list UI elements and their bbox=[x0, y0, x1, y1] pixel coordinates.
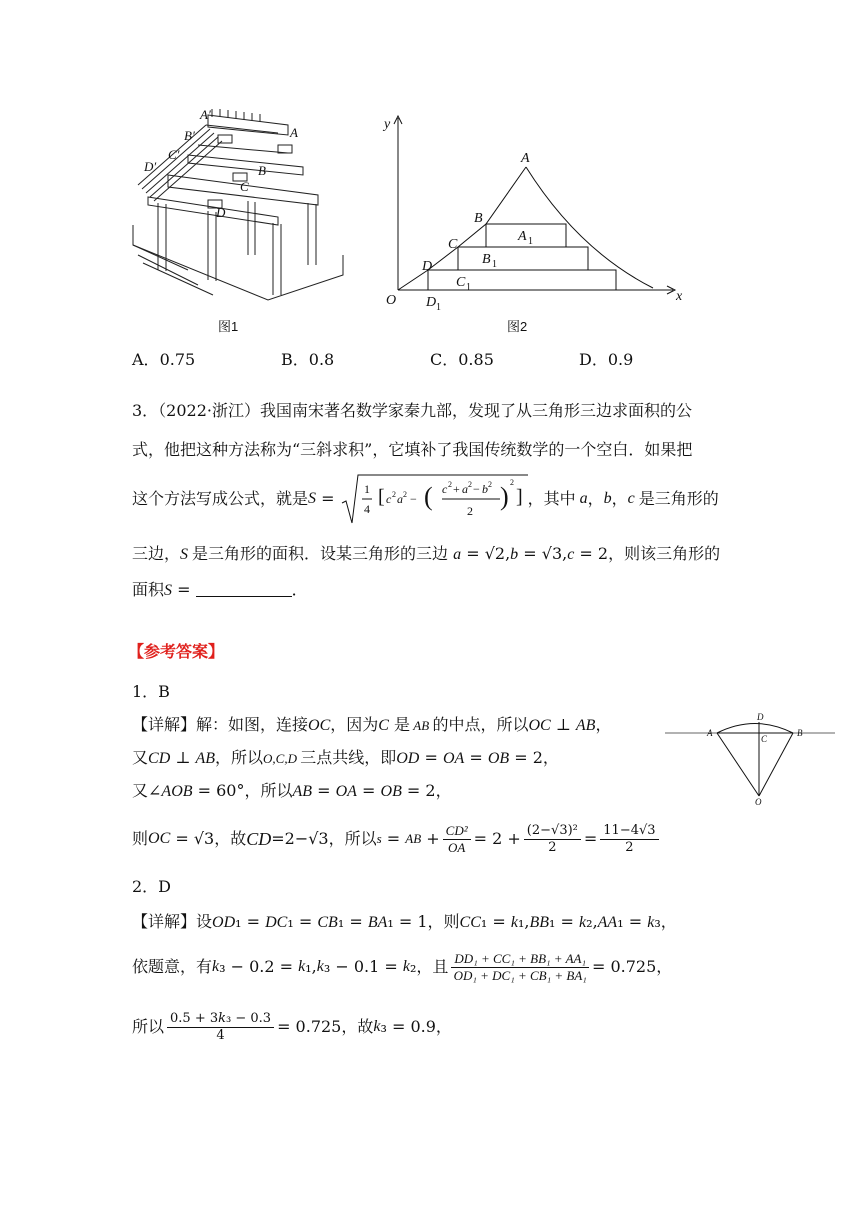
figure-2-caption: 图2 bbox=[507, 319, 528, 334]
svg-text:1: 1 bbox=[436, 302, 441, 313]
answer-blank bbox=[196, 580, 292, 597]
svg-text:c: c bbox=[385, 492, 391, 506]
sector-diagram bbox=[665, 708, 835, 808]
q3-line-4: 三边，S 是三角形的面积．设某三角形的三边 a = √2,b = √3,c = 2，则该三角形的 bbox=[132, 544, 721, 563]
svg-text:1: 1 bbox=[492, 259, 497, 270]
fig1-label-B: B bbox=[258, 163, 266, 178]
svg-text:−: − bbox=[472, 482, 480, 496]
option-d: D．0.9 bbox=[579, 350, 634, 369]
svg-text:[: [ bbox=[377, 486, 385, 508]
answer-1: 1．B bbox=[132, 682, 170, 701]
option-c: C．0.85 bbox=[430, 350, 494, 369]
fig1-label-A-prime: A′ bbox=[200, 107, 211, 122]
svg-text:+: + bbox=[452, 482, 460, 496]
svg-text:1: 1 bbox=[363, 482, 370, 496]
svg-text:1: 1 bbox=[466, 282, 471, 293]
fig1-label-B-prime: B′ bbox=[184, 128, 195, 143]
svg-text:]: ] bbox=[515, 486, 523, 508]
q3-line-2: 式，他把这种方法称为“三斜求积”，它填补了我国传统数学的一个空白．如果把 bbox=[132, 440, 693, 459]
option-a: A．0.75 bbox=[132, 350, 196, 369]
q3-line-5: 面积S = ． bbox=[132, 580, 308, 599]
svg-text:): ) bbox=[499, 482, 509, 511]
svg-text:2: 2 bbox=[391, 490, 396, 499]
svg-text:2: 2 bbox=[447, 480, 452, 489]
svg-text:c: c bbox=[441, 482, 447, 496]
answer-2-line-1: 【详解】设OD₁ = DC₁ = CB₁ = BA₁ = 1，则CC₁ = k₁,BB₁ = k₂,AA₁ = k₃， bbox=[132, 912, 677, 931]
answer-1-line-1: 【详解】解：如图，连接OC，因为C 是 AB 的中点，所以OC ⊥ AB， bbox=[132, 715, 612, 734]
sector-label-D: D bbox=[757, 712, 764, 722]
fig2-label-D: D bbox=[422, 259, 433, 274]
option-b: B．0.8 bbox=[281, 350, 335, 369]
answer-header: 【参考答案】 bbox=[128, 642, 225, 661]
answer-1-line-4: 则 OC = √3 ，故 CD =2−√3 ，所以 s = AB + $\frac{\text{CD²}}{OA}$ = 2 + $\frac{\text{(2−√3)²}}{2}$ = $\frac{11-4√3}{2}$ bbox=[132, 816, 662, 862]
figure-1-caption: 图1 bbox=[218, 319, 239, 334]
fig2-axis-y: y bbox=[384, 117, 391, 132]
answer-2-line-3: 所以 $\frac{\text{0.5 + 3k₃ − 0.3}}{4}$ = 0.725 ，故 k ₃ = 0.9， bbox=[132, 1010, 452, 1043]
svg-text:2: 2 bbox=[466, 504, 473, 518]
fig1-label-C: C bbox=[240, 179, 249, 194]
fig1-label-D: D bbox=[216, 205, 226, 220]
fig2-label-A: A bbox=[521, 151, 530, 166]
fig2-label-B1: B bbox=[482, 252, 491, 267]
svg-text:1: 1 bbox=[528, 236, 533, 247]
svg-text:b: b bbox=[481, 482, 488, 496]
svg-text:2: 2 bbox=[402, 490, 407, 499]
answer-2: 2．D bbox=[132, 877, 172, 896]
fig1-label-C-prime: C′ bbox=[168, 147, 180, 162]
fig2-label-D1: D bbox=[426, 295, 437, 310]
fig2-label-B: B bbox=[474, 211, 483, 226]
sector-label-A: A bbox=[707, 728, 713, 738]
fig2-origin: O bbox=[386, 293, 397, 308]
heron-formula bbox=[340, 473, 528, 525]
answer-1-line-3: 又∠AOB = 60°，所以AB = OA = OB = 2， bbox=[132, 781, 452, 800]
building-illustration bbox=[128, 105, 348, 305]
sector-label-B: B bbox=[797, 728, 803, 738]
q3-line-3: 这个方法写成公式，就是 S = 1 4 [ c 2 a 2 − ( c 2 + a 2 − b 2 2 ) 2 ] ，其中 a ， b ， c 是三角形的 bbox=[132, 473, 719, 525]
fig2-label-C: C bbox=[448, 237, 458, 252]
sector-label-C: C bbox=[761, 734, 768, 744]
figure-2 bbox=[378, 110, 698, 330]
fig1-label-D-prime: D′ bbox=[144, 159, 157, 174]
svg-text:−: − bbox=[409, 492, 417, 506]
q3-line-1: 3．（2022·浙江）我国南宋著名数学家秦九部，发现了从三角形三边求面积的公 bbox=[132, 401, 692, 420]
answer-1-line-2: 又CD ⊥ AB，所以O,C,D 三点共线，即OD = OA = OB = 2， bbox=[132, 748, 559, 767]
sector-label-O: O bbox=[755, 797, 762, 807]
svg-text:2: 2 bbox=[509, 478, 514, 487]
sector-figure bbox=[665, 708, 835, 808]
svg-text:a: a bbox=[461, 482, 468, 496]
svg-text:2: 2 bbox=[467, 480, 472, 489]
fig1-label-A: A bbox=[290, 125, 298, 140]
figure-1 bbox=[128, 105, 348, 305]
answer-2-line-2: 依题意，有 k ₃ − 0.2 = k ₁, k ₃ − 0.1 = k ₂ ，且 $\frac{\text{DD₁ + CC₁ + BB₁ + AA₁}}{\text{OD₁ + DC₁ + CB₁ + BA₁}}$ = 0.725， bbox=[132, 950, 673, 983]
coordinate-diagram bbox=[378, 110, 698, 330]
svg-text:2: 2 bbox=[487, 480, 492, 489]
fig2-axis-x: x bbox=[676, 289, 683, 304]
fig2-label-A1: A bbox=[518, 229, 527, 244]
svg-text:4: 4 bbox=[363, 502, 370, 516]
fig2-label-C1: C bbox=[456, 275, 466, 290]
svg-text:(: ( bbox=[423, 482, 433, 511]
svg-text:a: a bbox=[396, 492, 403, 506]
